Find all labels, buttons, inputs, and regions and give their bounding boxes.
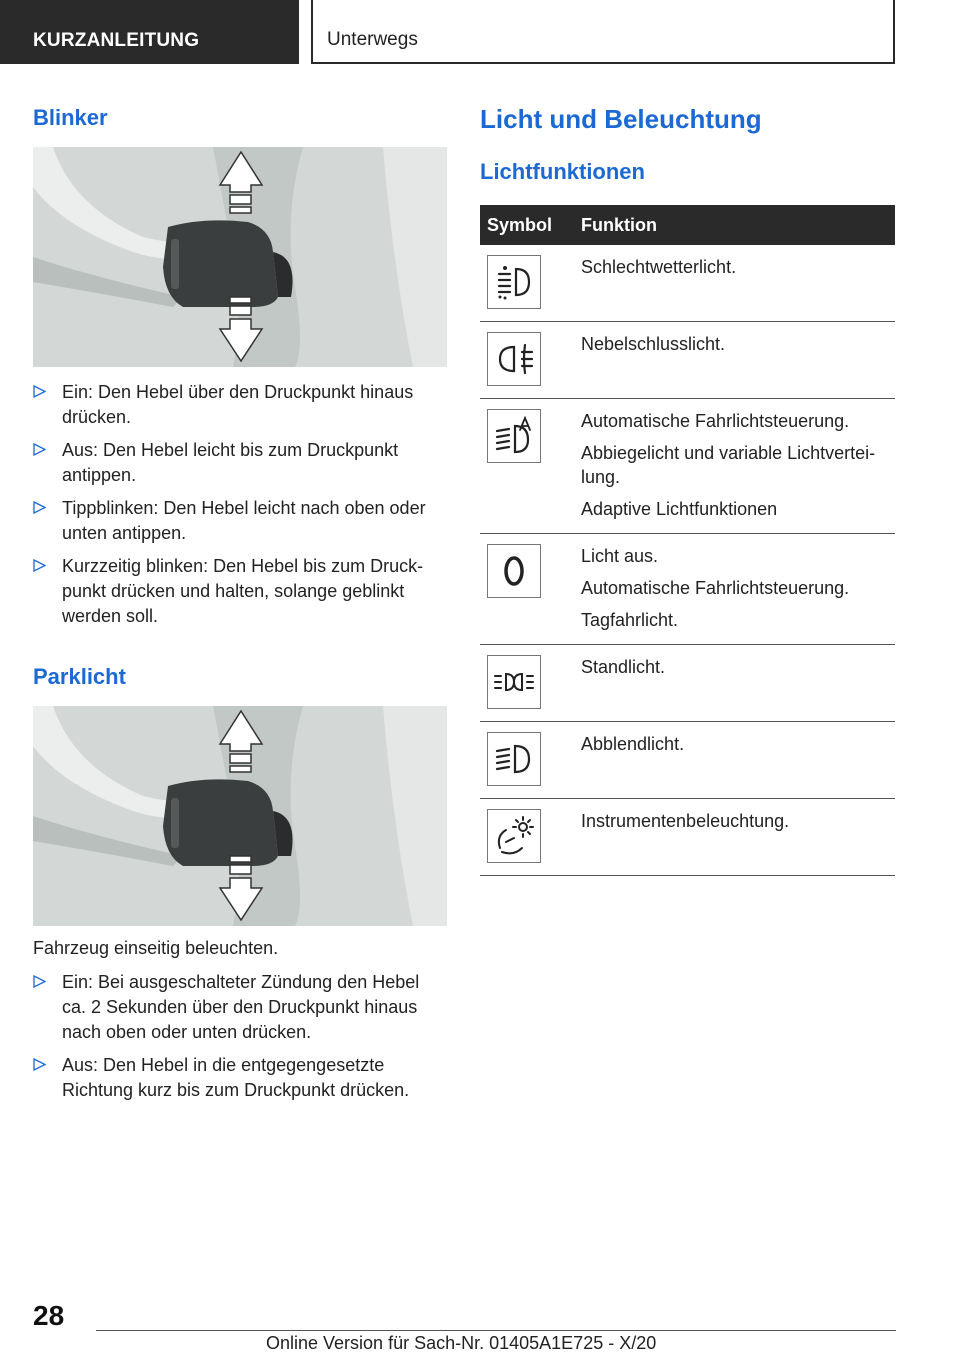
- col-symbol-header: Symbol: [480, 205, 581, 245]
- col-function-header: Funktion: [581, 205, 895, 245]
- parklicht-intro: Fahrzeug einseitig beleuchten.: [33, 938, 279, 958]
- table-header-row: [480, 205, 895, 245]
- bullet-triangle-icon: [33, 975, 46, 988]
- table-row: Standlicht.: [480, 645, 895, 722]
- parking-light-icon: [487, 655, 541, 709]
- lights-off-icon: [487, 544, 541, 598]
- turn-signal-lever-image: [33, 147, 447, 367]
- list-item: Ein: Bei ausgeschalteter Zündung den Hebel ca. 2 Sekunden über den Druckpunkt hinaus nach oben oder unten drücken.: [33, 970, 447, 1045]
- footer-divider: [96, 1330, 896, 1331]
- page-number: 28: [33, 1300, 65, 1331]
- table-row: Instrumentenbeleuchtung.: [480, 799, 895, 876]
- instrument-lighting-icon: [487, 809, 541, 863]
- rear-fog-light-icon: [487, 332, 541, 386]
- bad-weather-light-icon: [487, 255, 541, 309]
- blinker-heading: Blinker: [33, 105, 108, 130]
- parklicht-list: [33, 970, 447, 1111]
- table-row: Automatische Fahrlichtsteuerung. Abbiegelicht und variable Lichtvertei‐lung. Adaptive Lichtfunktionen: [480, 399, 895, 534]
- auto-headlight-icon: [487, 409, 541, 463]
- section-title: KURZANLEITUNG: [33, 30, 200, 51]
- footer-text: Online Version für Sach-Nr. 01405A1E725 - X/20: [266, 1333, 657, 1353]
- bullet-triangle-icon: [33, 443, 46, 456]
- chapter-title: Unterwegs: [327, 29, 418, 50]
- list-item: Aus: Den Hebel leicht bis zum Druckpunkt antippen.: [33, 438, 447, 488]
- table-row: Nebelschlusslicht.: [480, 322, 895, 399]
- list-item: Kurzzeitig blinken: Den Hebel bis zum Druck‐punkt drücken und halten, solange geblinkt werden soll.: [33, 554, 447, 629]
- list-item: Tippblinken: Den Hebel leicht nach oben oder unten antippen.: [33, 496, 447, 546]
- bullet-triangle-icon: [33, 559, 46, 572]
- parking-light-lever-image: [33, 706, 447, 926]
- page-title: Licht und Beleuchtung: [480, 104, 762, 134]
- list-item: Aus: Den Hebel in die entgegengesetzte Richtung kurz bis zum Druckpunkt drücken.: [33, 1053, 447, 1103]
- list-item: Ein: Den Hebel über den Druckpunkt hinaus drücken.: [33, 380, 447, 430]
- low-beam-icon: [487, 732, 541, 786]
- section-tab: [0, 0, 299, 64]
- bullet-triangle-icon: [33, 1058, 46, 1071]
- table-row: Licht aus. Automatische Fahrlichtsteuerung. Tagfahrlicht.: [480, 534, 895, 645]
- table-row: Schlechtwetterlicht.: [480, 245, 895, 322]
- light-functions-table: [480, 205, 895, 876]
- section-subtitle: Lichtfunktionen: [480, 159, 645, 184]
- chapter-tab: [311, 0, 895, 64]
- parklicht-heading: Parklicht: [33, 664, 126, 689]
- bullet-triangle-icon: [33, 501, 46, 514]
- table-row: Abblendlicht.: [480, 722, 895, 799]
- bullet-triangle-icon: [33, 385, 46, 398]
- blinker-list: [33, 380, 447, 637]
